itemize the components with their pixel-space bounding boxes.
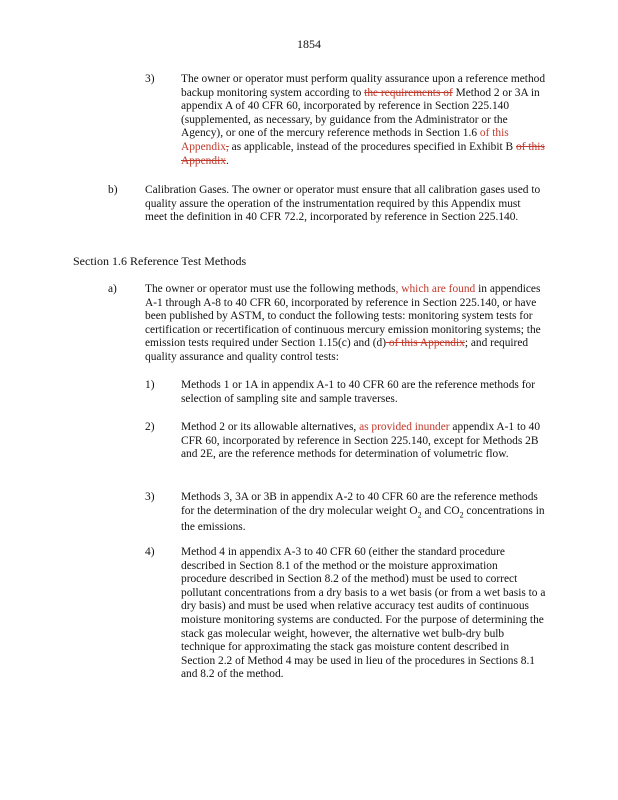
text-segment: in appendices A-1 through A-8 to 40 CFR 60, incorporated by reference in Section 225.140, or have been published by ASTM, to conduct the following tests: monitoring system tests for certification or recertification of continuous mercury emission monitoring systems; the emission tests required under Section 1.15(c) and (d) xyxy=(145,283,541,350)
sub-1-text: Methods 1 or 1A in appendix A-1 to 40 CFR 60 are the reference methods for selection of sampling site and sample traverses. xyxy=(181,379,535,405)
item-3-label: 3) xyxy=(145,73,155,85)
deleted-text: the requirements of xyxy=(364,86,453,99)
page-number: 1854 xyxy=(297,37,321,51)
text-segment: The owner or operator must perform quality assurance upon a reference method backup monitoring system according to xyxy=(181,73,546,99)
text-segment: Method 2 or 3A in appendix A of 40 CFR 60, incorporated by reference in Section 225.140 (supplemented, as necessary, by guidance from the Administrator or the Agency), or one of the mercury reference methods in Section 1.6 xyxy=(181,86,540,140)
text-segment: . xyxy=(225,154,229,167)
item-a-paragraph xyxy=(145,283,553,365)
sub-2-label: 2) xyxy=(145,421,155,433)
item-b-label: b) xyxy=(108,184,118,196)
item-3-paragraph xyxy=(181,73,548,168)
deleted-text: of this Appendix xyxy=(386,337,465,350)
item-b-text: Calibration Gases. The owner or operator must ensure that all calibration gases used to quality assure the operation of the instrumentation required by this Appendix must meet the definition in 40 CFR 72.2, incorporated by reference in Section 225.140. xyxy=(145,184,541,224)
deleted-text: , xyxy=(225,140,229,153)
sub-4-label: 4) xyxy=(145,546,155,558)
item-b-paragraph xyxy=(145,184,545,225)
item-a-label: a) xyxy=(108,283,117,295)
sub-3-paragraph xyxy=(181,491,546,535)
text-segment: concentrations in the emissions. xyxy=(181,504,545,534)
text-segment: and CO xyxy=(421,504,460,517)
inserted-text: as provided inunder xyxy=(359,421,450,433)
text-segment: ; and required quality assurance and quality control tests: xyxy=(145,337,529,363)
inserted-text: of this Appendix xyxy=(181,127,509,153)
subscript: 2 xyxy=(459,509,464,519)
text-segment: appendix A-1 to 40 CFR 60, incorporated by reference in Section 225.140, except for Methods 2B and 2E, are the reference methods for determination of volumetric flow. xyxy=(181,421,541,461)
text-segment: Method 2 or its allowable alternatives, xyxy=(181,421,360,433)
sub-4-paragraph xyxy=(181,546,546,682)
inserted-text: , which are found xyxy=(395,283,476,295)
sub-1-paragraph xyxy=(181,379,546,406)
subscript: 2 xyxy=(417,509,422,519)
text-segment: Methods 3, 3A or 3B in appendix A-2 to 40 CFR 60 are the reference methods for the determination of the dry molecular weight O xyxy=(181,491,538,517)
sub-2-paragraph xyxy=(181,421,546,462)
sub-3-label: 3) xyxy=(145,491,155,503)
text-segment: as applicable, instead of the procedures specified in Exhibit B xyxy=(228,140,517,153)
sub-4-text: Method 4 in appendix A-3 to 40 CFR 60 (either the standard procedure described in Section 8.1 of the method or the moisture approximation procedure described in Section 8.2 of the method) must be used to correct pollutant concentrations from a dry basis to a wet basis (or from a wet basis to a dry basis) and must be used when relative accuracy test audits of continuous moisture monitoring systems are conducted. For the purpose of determining the stack gas molecular weight, however, the alternative wet bulb-dry bulb technique for approximating the stack gas moisture content described in Section 2.2 of Method 4 may be used in lieu of the procedures in Sections 8.1 and 8.2 of the method. xyxy=(181,546,546,681)
text-segment: The owner or operator must use the following methods xyxy=(145,283,396,295)
deleted-text: of this Appendix xyxy=(181,140,545,167)
section-heading: Section 1.6 Reference Test Methods xyxy=(73,254,247,268)
sub-1-label: 1) xyxy=(145,379,155,391)
